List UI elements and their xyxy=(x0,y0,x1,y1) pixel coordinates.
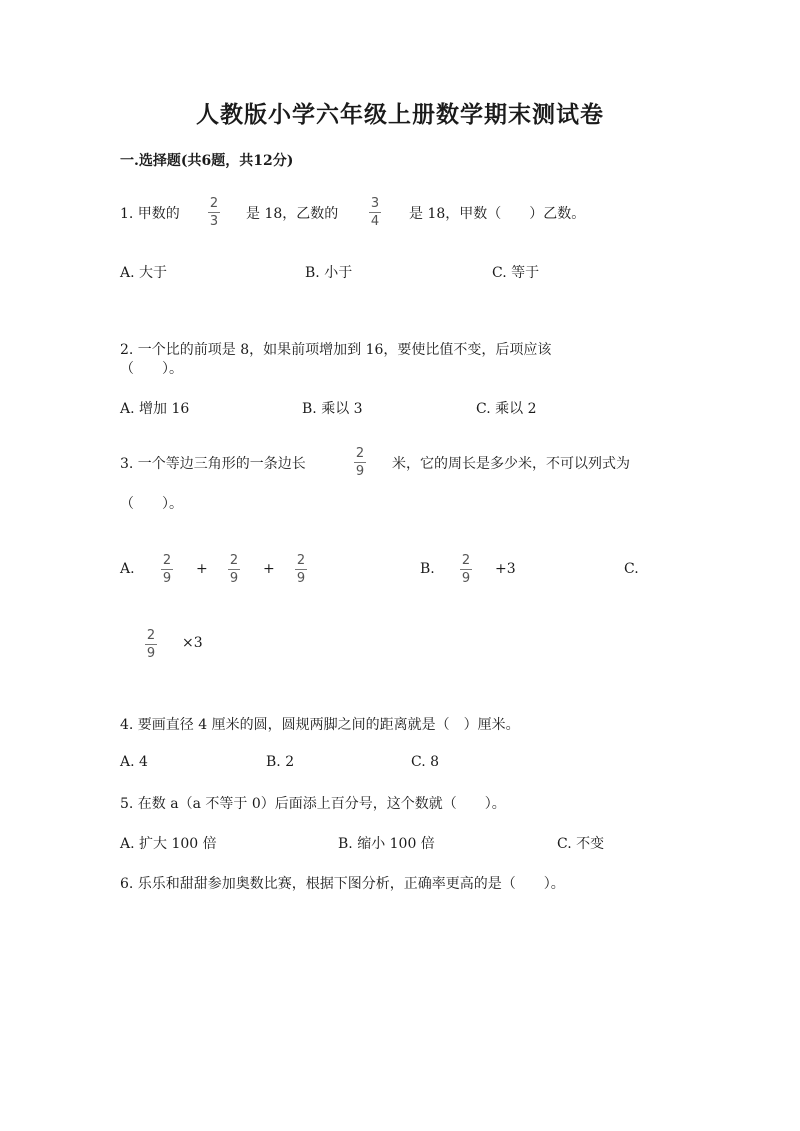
q3-option-a-fraction-3 xyxy=(295,553,307,586)
fraction-bar xyxy=(228,569,240,570)
denominator: 9 xyxy=(229,571,239,586)
q5-option-b[interactable]: B. 缩小 100 倍 xyxy=(338,836,435,852)
q3-text-a: 3. 一个等边三角形的一条边长 xyxy=(120,456,306,472)
q3-option-b-fraction xyxy=(460,553,472,586)
q3-text-line2: （ ）。 xyxy=(120,496,183,512)
q2-option-a[interactable]: A. 增加 16 xyxy=(120,401,190,417)
q1-fraction-1 xyxy=(208,196,220,229)
denominator: 9 xyxy=(355,464,365,479)
fraction-bar xyxy=(145,644,157,645)
numerator: 2 xyxy=(146,628,156,643)
fraction-bar xyxy=(295,569,307,570)
q3-option-c-suffix: ×3 xyxy=(182,635,203,651)
numerator: 2 xyxy=(209,196,219,211)
fraction-bar xyxy=(369,212,381,213)
q2-text-line1: 2. 一个比的前项是 8，如果前项增加到 16，要使比值不变，后项应该 xyxy=(120,342,552,358)
q2-option-b[interactable]: B. 乘以 3 xyxy=(302,401,363,417)
fraction-bar xyxy=(208,212,220,213)
denominator: 9 xyxy=(146,646,156,661)
numerator: 2 xyxy=(296,553,306,568)
q3-option-a-fraction-2 xyxy=(228,553,240,586)
section-heading: 一.选择题(共6题，共12分) xyxy=(120,153,294,169)
q5-option-a[interactable]: A. 扩大 100 倍 xyxy=(120,836,217,852)
q4-option-a[interactable]: A. 4 xyxy=(120,754,148,770)
q3-option-a-plus-2: + xyxy=(263,561,275,577)
q6-text: 6. 乐乐和甜甜参加奥数比赛，根据下图分析，正确率更高的是（ ）。 xyxy=(120,876,565,892)
q4-option-c[interactable]: C. 8 xyxy=(411,754,440,770)
q3-fraction xyxy=(354,446,366,479)
q2-option-c[interactable]: C. 乘以 2 xyxy=(476,401,537,417)
q2-text-line2: （ ）。 xyxy=(120,361,183,377)
numerator: 2 xyxy=(162,553,172,568)
q5-option-c[interactable]: C. 不变 xyxy=(557,836,605,852)
q3-text-b: 米，它的周长是多少米，不可以列式为 xyxy=(392,456,630,472)
numerator: 2 xyxy=(229,553,239,568)
q3-option-c-label[interactable]: C. xyxy=(624,561,639,577)
q3-option-a-fraction-1 xyxy=(161,553,173,586)
q4-text: 4. 要画直径 4 厘米的圆，圆规两脚之间的距离就是（ ）厘米。 xyxy=(120,717,520,733)
q1-option-a[interactable]: A. 大于 xyxy=(120,265,168,281)
q1-text-a: 1. 甲数的 xyxy=(120,206,180,222)
q1-text-c: 是 18，甲数（ ）乙数。 xyxy=(409,206,586,222)
q1-fraction-2 xyxy=(369,196,381,229)
numerator: 2 xyxy=(461,553,471,568)
denominator: 4 xyxy=(370,214,380,229)
numerator: 2 xyxy=(355,446,365,461)
fraction-bar xyxy=(161,569,173,570)
q4-option-b[interactable]: B. 2 xyxy=(266,754,295,770)
q1-text-b: 是 18，乙数的 xyxy=(246,206,339,222)
q3-option-a-plus-1: + xyxy=(196,561,208,577)
q3-option-b-suffix: +3 xyxy=(495,561,516,577)
fraction-bar xyxy=(354,462,366,463)
q3-option-a-label[interactable]: A. xyxy=(120,561,135,577)
q1-option-b[interactable]: B. 小于 xyxy=(305,265,353,281)
denominator: 9 xyxy=(461,571,471,586)
denominator: 3 xyxy=(209,214,219,229)
denominator: 9 xyxy=(162,571,172,586)
fraction-bar xyxy=(460,569,472,570)
q3-option-c-fraction xyxy=(145,628,157,661)
denominator: 9 xyxy=(296,571,306,586)
q3-option-b-label[interactable]: B. xyxy=(420,561,435,577)
page-title: 人教版小学六年级上册数学期末测试卷 xyxy=(196,101,604,128)
q1-option-c[interactable]: C. 等于 xyxy=(492,265,540,281)
numerator: 3 xyxy=(370,196,380,211)
q5-text: 5. 在数 a（a 不等于 0）后面添上百分号，这个数就（ ）。 xyxy=(120,796,506,812)
